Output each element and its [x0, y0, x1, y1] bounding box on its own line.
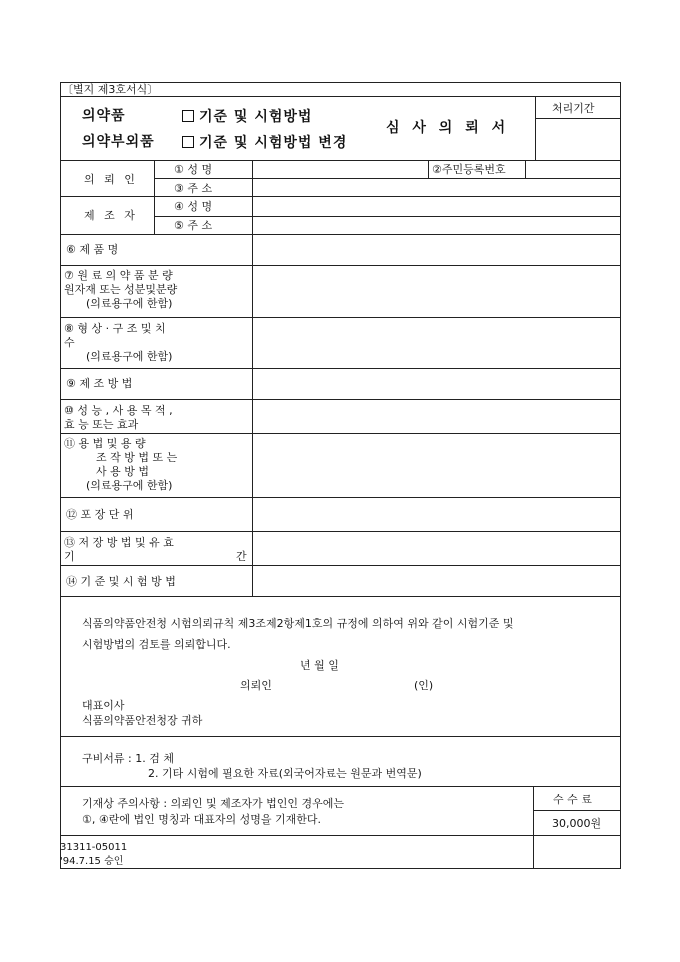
divider [533, 786, 534, 869]
title-drug: 의약품 [82, 108, 126, 124]
standards-field[interactable] [253, 566, 620, 595]
notes-line1: 기재상 주의사항 : 의뢰인 및 제조자가 법인인 경우에는 [82, 797, 344, 810]
row-storage-label-2: 기 [64, 550, 75, 563]
shape-field[interactable] [253, 318, 620, 367]
divider [535, 118, 621, 119]
manufacturer-name-label: ④ 성 명 [174, 200, 213, 213]
row-ingredients-label-3: (의료용구에 한함) [86, 297, 173, 310]
manufacturer-label: 제 조 자 [84, 209, 138, 222]
divider [535, 96, 536, 160]
divider [60, 835, 621, 836]
form-tag: 〔별지 제3호서식〕 [62, 83, 159, 96]
product-name-field[interactable] [253, 235, 620, 264]
row-shape-label-2: 수 [64, 336, 75, 349]
row-ingredients-label-2: 원자재 또는 성분및분량 [64, 283, 178, 296]
divider [428, 160, 429, 178]
row-storage-label-3: 간 [236, 550, 247, 563]
title-quasi-drug: 의약부외품 [82, 134, 155, 150]
row-storage-label-1: ⑬ 저 장 방 법 및 유 효 [64, 536, 174, 549]
approval-date: '94.7.15 승인 [60, 856, 124, 867]
row-efficacy-label-2: 효 능 또는 효과 [64, 418, 139, 431]
representative-label: 대표이사 [82, 699, 125, 712]
form-code: 31311-05011 [60, 842, 128, 853]
divider [533, 810, 621, 811]
addressee: 식품의약품안전청장 귀하 [82, 714, 203, 727]
row-usage-label-4: (의료용구에 한함) [86, 479, 173, 492]
manufacturer-address-field[interactable] [253, 217, 620, 233]
divider [60, 786, 621, 787]
row-standards-label: ⑭ 기 준 및 시 험 방 법 [66, 575, 176, 588]
request-date: 년 월 일 [300, 659, 339, 672]
notes-line2: ①, ④란에 법인 명칭과 대표자의 성명을 기재한다. [82, 813, 321, 826]
row-manufacturing-label: ⑨ 제 조 방 법 [66, 377, 133, 390]
request-text-line2: 시험방법의 검토를 의뢰합니다. [82, 638, 231, 651]
request-text-line1: 식품의약품안전청 시험의뢰규칙 제3조제2항제1호의 규정에 의하여 위와 같이 시험기준 및 [82, 617, 514, 630]
requester-address-label: ③ 주 소 [174, 182, 213, 195]
registration-number-label: ②주민등록번호 [432, 163, 506, 176]
row-shape-label-3: (의료용구에 한함) [86, 350, 173, 363]
attachments-line1: 구비서류 : 1. 검 체 [82, 752, 174, 765]
fee-value: 30,000원 [552, 817, 602, 830]
packaging-field[interactable] [253, 498, 620, 530]
divider [154, 160, 155, 234]
title-suffix: 심 사 의 뢰 서 [386, 120, 510, 136]
ingredients-field[interactable] [253, 266, 620, 316]
efficacy-field[interactable] [253, 400, 620, 432]
requester-name-label: ① 성 명 [174, 163, 213, 176]
row-shape-label-1: ⑧ 형 상 · 구 조 및 치 [64, 322, 166, 335]
manufacturer-name-field[interactable] [253, 197, 620, 213]
attachments-line2: 2. 기타 시험에 필요한 자료(외국어자료는 원문과 번역문) [148, 767, 422, 780]
registration-number-field[interactable] [526, 161, 621, 177]
checkbox-standard[interactable] [182, 110, 194, 122]
manufacturer-address-label: ⑤ 주 소 [174, 219, 213, 232]
row-packaging-label: ⑫ 포 장 단 위 [66, 508, 134, 521]
divider [60, 736, 621, 737]
processing-period-label: 처리기간 [552, 102, 595, 115]
requester-label: 의 뢰 인 [84, 173, 138, 186]
fee-label: 수 수 료 [553, 793, 592, 806]
checkbox-change[interactable] [182, 136, 194, 148]
divider [60, 96, 621, 97]
row-efficacy-label-1: ⑩ 성 능 , 사 용 목 적 , [64, 404, 173, 417]
row-usage-label-1: ⑪ 용 법 및 용 량 [64, 437, 146, 450]
manufacturing-field[interactable] [253, 369, 620, 398]
row-product-name-label: ⑥ 제 품 명 [66, 243, 119, 256]
storage-field[interactable] [253, 532, 620, 564]
title-change: 기준 및 시험방법 변경 [199, 135, 348, 151]
requester-signature-label: 의뢰인 [240, 679, 272, 692]
requester-address-field[interactable] [253, 179, 620, 195]
requester-name-field[interactable] [253, 161, 427, 177]
divider [60, 596, 621, 597]
seal-mark: (인) [414, 679, 434, 692]
usage-field[interactable] [253, 434, 620, 496]
row-usage-label-3: 사 용 방 법 [96, 465, 149, 478]
row-ingredients-label-1: ⑦ 원 료 의 약 품 분 량 [64, 269, 173, 282]
title-standard: 기준 및 시험방법 [199, 109, 313, 125]
row-usage-label-2: 조 작 방 법 또 는 [96, 451, 178, 464]
